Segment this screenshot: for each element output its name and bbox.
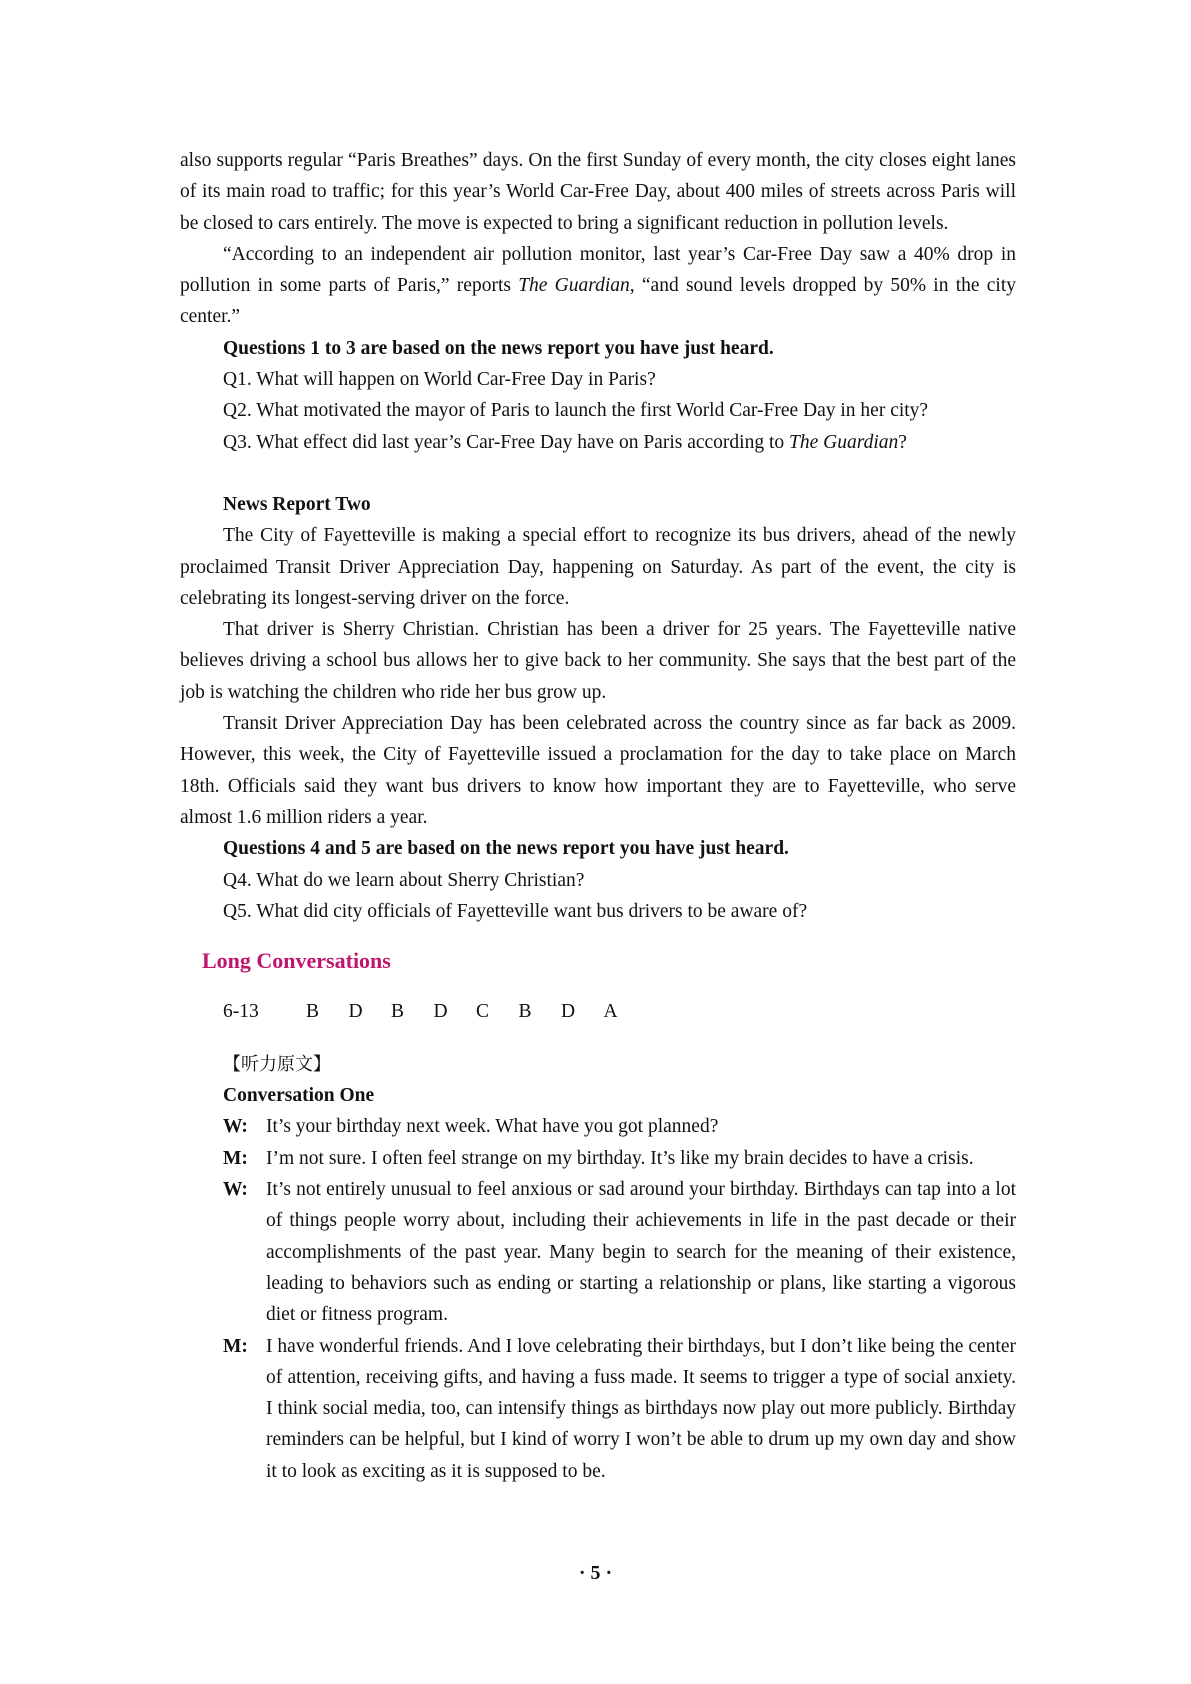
speaker-label: W:	[223, 1179, 248, 1201]
transcript-label: 【听力原文】	[223, 1054, 331, 1076]
answer-8: B	[391, 1001, 405, 1023]
report2-paragraph-2: That driver is Sherry Christian. Christian has been a driver for 25 years. The Fayetteville native believes driving a school bus allows her to give back to her community. She says that the best part of the job is watching the children who ride her bus grow up.	[180, 619, 1016, 703]
question-3-source: The Guardian	[789, 431, 899, 453]
answer-9: D	[433, 1001, 448, 1023]
speaker-label: M:	[223, 1147, 248, 1169]
page-content	[180, 145, 1016, 1487]
long-conversations-title: Long Conversations	[202, 948, 391, 974]
dialog-line	[223, 1174, 1016, 1330]
answer-11: B	[518, 1001, 532, 1023]
answer-key	[223, 996, 1016, 1027]
dialog-text: It’s not entirely unusual to feel anxious or sad around your birthday. Birthdays can tap into a lot of things people worry about, including their achievements in life in the past decade or their accomplishments of the past year. Many begin to search for the meaning of their existence, leading to behaviors such as ending or starting a relationship or plans, like starting a vigorous diet or fitness program.	[266, 1179, 1016, 1326]
news-report-two-heading: News Report Two	[223, 493, 371, 515]
answer-7: D	[348, 1001, 363, 1023]
question-5: Q5. What did city officials of Fayetteville want bus drivers to be aware of?	[223, 900, 808, 922]
spacer	[180, 458, 1016, 489]
questions-1-3-intro: Questions 1 to 3 are based on the news report you have just heard.	[223, 337, 774, 359]
page-number: · 5 ·	[578, 1562, 613, 1584]
report1-paragraph-2	[180, 239, 1016, 333]
dialog-text: I have wonderful friends. And I love celebrating their birthdays, but I don’t like being the center of attention, receiving gifts, and having a fuss made. It seems to trigger a type of social anxiety. I think social media, too, can intensify things as birthdays now play out more publicly. Birthday reminders can be helpful, but I kind of worry I won’t be able to drum up my own day and show it to look as exciting as it is supposed to be.	[266, 1335, 1016, 1482]
dialog-text: I’m not sure. I often feel strange on my birthday. It’s like my brain decides to have a crisis.	[266, 1147, 974, 1169]
report2-paragraph-3: Transit Driver Appreciation Day has been celebrated across the country since as far back as 2009. However, this week, the City of Fayetteville issued a proclamation for the day to take place on March 18th. Officials said they want bus drivers to know how important they are to Fayetteville, who serve almost 1.6 million riders a year.	[180, 713, 1016, 828]
answer-13: A	[603, 1001, 618, 1023]
speaker-label: M:	[223, 1335, 248, 1357]
question-1: Q1. What will happen on World Car-Free Day in Paris?	[223, 369, 656, 391]
questions-4-5-intro: Questions 4 and 5 are based on the news report you have just heard.	[223, 838, 789, 860]
answer-range: 6-13	[223, 1001, 259, 1023]
dialog-line	[223, 1331, 1016, 1487]
answer-6: B	[306, 1001, 320, 1023]
question-3-text-a: Q3. What effect did last year’s Car-Free Day have on Paris according to	[223, 431, 790, 453]
report1-p2-text-a: “According to an independent air pollution monitor, last year’s Car-Free Day saw a 40% drop in pollution in some parts of Paris,” reports	[180, 243, 1016, 297]
question-3-text-b: ?	[898, 431, 907, 453]
speaker-label: W:	[223, 1116, 248, 1138]
dialog-text: It’s your birthday next week. What have you got planned?	[266, 1116, 719, 1138]
question-4: Q4. What do we learn about Sherry Christian?	[223, 869, 585, 891]
conversation-one-heading: Conversation One	[223, 1085, 375, 1107]
dialog-line	[223, 1111, 1016, 1142]
question-3	[223, 427, 1016, 458]
report1-paragraph-1: also supports regular “Paris Breathes” days. On the first Sunday of every month, the city closes eight lanes of its main road to traffic; for this year’s World Car-Free Day, about 400 miles of streets across Paris will be closed to cars entirely. The move is expected to bring a significant reduction in pollution levels.	[180, 150, 1016, 234]
question-2: Q2. What motivated the mayor of Paris to launch the first World Car-Free Day in her city?	[223, 400, 929, 422]
report2-paragraph-1: The City of Fayetteville is making a special effort to recognize its bus drivers, ahead of the newly proclaimed Transit Driver Appreciation Day, happening on Saturday. As part of the event, the city is celebrating its longest-serving driver on the force.	[180, 525, 1016, 609]
answer-10: C	[476, 1001, 490, 1023]
source-guardian: The Guardian	[518, 275, 630, 297]
report1-p2-text-b: , “and sound levels dropped by 50% in the city center.”	[180, 275, 1016, 328]
dialog-line	[223, 1143, 1016, 1174]
answer-12: D	[561, 1001, 576, 1023]
